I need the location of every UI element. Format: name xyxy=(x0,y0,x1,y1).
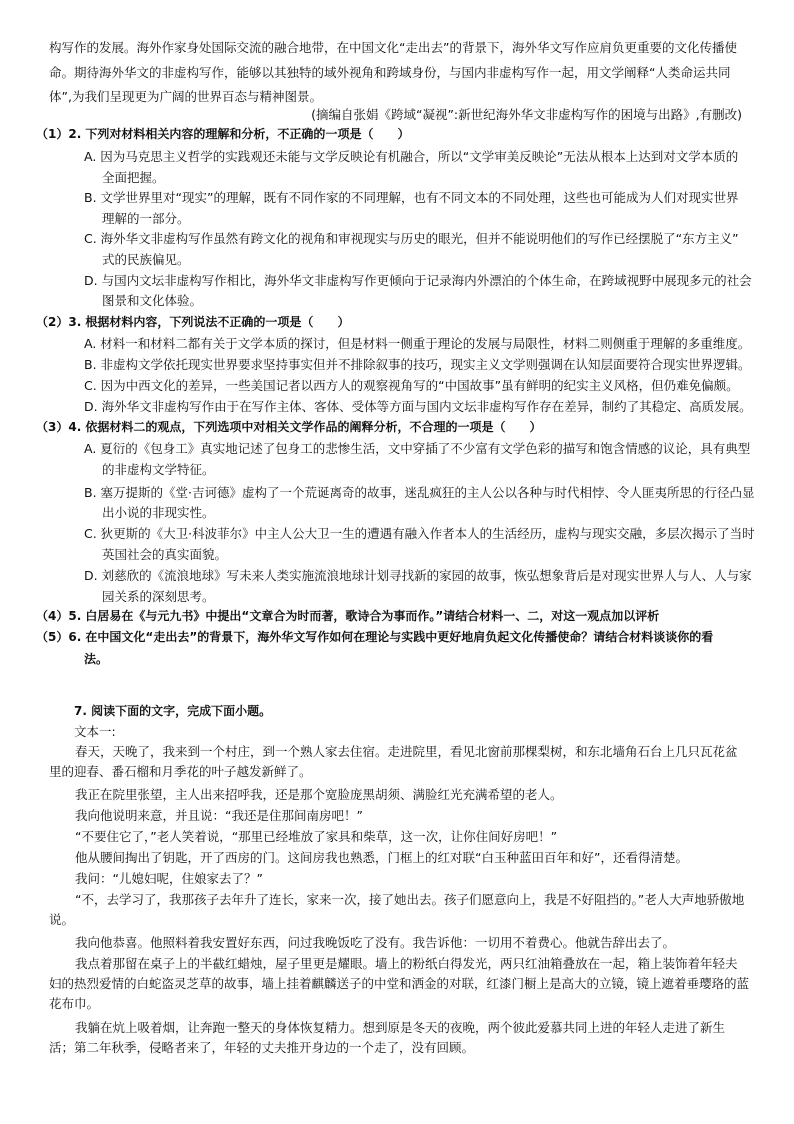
paragraph: 我正在院里张望，主人出来招呼我，还是那个宽脸庞黑胡须、满脸红光充满希望的老人。 xyxy=(75,787,563,802)
option-line: B. 文学世界里对“现实”的理解，既有不同作家的不同理解，也有不同文本的不同处理，这些也可能成为人们对现实世界 xyxy=(84,190,739,205)
option-line-cont: 英国社会的真实面貌。 xyxy=(102,547,228,562)
intro-line-2: 命。期待海外华文的非虚构写作，能够以其独特的域外视角和跨域身份，与国内非虚构写作一起，用文学阐释“人类命运共同 xyxy=(49,65,731,80)
option-line: B. 非虚构文学依托现实世界要求坚持事实但并不排除叙事的技巧，现实主义文学则强调在认知层面要符合现实世界逻辑。 xyxy=(84,357,751,372)
option-line: C. 海外华文非虚构写作虽然有跨文化的视角和审视现实与历史的眼光，但并不能说明他们的写作已经摆脱了“东方主义” xyxy=(84,231,739,246)
question-stem: （4）5. 白居易在《与元九书》中提出“文章合为时而著，歌诗合为事而作。”请结合材料一、二，对这一观点加以评析 xyxy=(36,609,660,623)
option-line-cont: 图景和文化体验。 xyxy=(102,293,203,308)
option-line: D. 与国内文坛非虚构写作相比，海外华文非虚构写作更倾向于记录海内外漂泊的个体生命，在跨域视野中展现多元的社会 xyxy=(84,273,752,288)
paragraph: 春天，天晚了，我来到一个村庄，到一个熟人家去住宿。走进院里，看见北窗前那棵梨树，和东北墙角石台上几只瓦花盆里的迎春、番石榴和月季花的叶子越发新鲜了。 xyxy=(49,744,738,779)
option-line: D. 刘慈欣的《流浪地球》写未来人类实施流浪地球计划寻找新的家园的故事，恢弘想象背后是对现实世界人与人、人与家 xyxy=(84,568,752,583)
paragraph: 我躺在炕上吸着烟，让奔跑一整天的身体恢复精力。想到原是冬天的夜晚，两个彼此爱慕共同上进的年轻人走进了新生活；第二年秋季，侵略者来了，年轻的丈夫推开身边的一个走了，没有回顾。 xyxy=(49,1020,726,1055)
source-note: (摘编自张娟《跨域“凝视”:新世纪海外华文非虚构写作的困境与出路》,有删改) xyxy=(311,107,742,122)
option-line: A. 材料一和材料二都有关于文学本质的探讨，但是材料一侧重于理论的发展与局限性，材料二则侧重于理解的多重维度。 xyxy=(84,336,751,351)
text-label: 文本一: xyxy=(74,724,116,739)
paragraph: 我向他说明来意，并且说：“我还是住那间南房吧！” xyxy=(75,808,363,823)
option-line: D. 海外华文非虚构写作由于在写作主体、客体、受体等方面与国内文坛非虚构写作存在差异，制约了其稳定、高质发展。 xyxy=(84,399,752,414)
intro-line-1: 构写作的发展。海外作家身处国际交流的融合地带，在中国文化“走出去”的背景下，海外华文写作应肩负更重要的文化传播使 xyxy=(49,40,737,55)
option-line: B. 塞万提斯的《堂·吉诃德》虚构了一个荒诞离奇的故事，迷乱疯狂的主人公以各种与时代相悖、令人匪夷所思的行径凸显 xyxy=(84,485,755,500)
option-line-cont: 全面把握。 xyxy=(102,170,165,185)
paragraph: “不，去学习了，我那孩子去年升了连长，家来一次，接了她出去。孩子们愿意向上，我是不好阻挡的。”老人大声地骄傲地说。 xyxy=(49,892,745,927)
question-stem-cont: 法。 xyxy=(84,652,109,666)
question-stem: （3）4. 依据材料二的观点，下列选项中对相关文学作品的阐释分析，不合理的一项是（ ） xyxy=(36,420,542,434)
q7-heading: 7. 阅读下面的文字，完成下面小题。 xyxy=(74,704,272,718)
option-line-cont: 理解的一部分。 xyxy=(102,211,190,226)
option-line: A. 夏衍的《包身工》真实地记述了包身工的悲惨生活，文中穿插了不少富有文学色彩的描写和饱含情感的议论，具有典型 xyxy=(84,441,751,456)
option-line: C. 狄更斯的《大卫·科波菲尔》中主人公大卫一生的遭遇有融入作者本人的生活经历，虚构与现实交融，多层次揭示了当时 xyxy=(84,526,755,541)
option-line-cont: 式的民族偏见。 xyxy=(102,252,190,267)
option-line-cont: 的非虚构文学特征。 xyxy=(102,462,215,477)
option-line-cont: 园关系的深刻思考。 xyxy=(102,589,215,604)
question-stem: （1）2. 下列对材料相关内容的理解和分析，不正确的一项是（ ） xyxy=(36,127,410,141)
option-line-cont: 出小说的非现实性。 xyxy=(102,505,215,520)
paragraph: “不要住它了，”老人笑着说，“那里已经堆放了家具和柴草，这一次，让你住间好房吧！” xyxy=(75,829,558,844)
paragraph: 他从腰间掏出了钥匙，开了西房的门。这间房我也熟悉，门框上的红对联“白玉种蓝田百年和好”，还看得清楚。 xyxy=(75,850,688,865)
paragraph: 我点着那留在桌子上的半截红蜡烛，屋子里更是耀眼。墙上的粉纸白得发光，两只红油箱叠放在一起，箱上装饰着年轻夫妇的热烈爱情的白蛇盗灵芝草的故事，墙上挂着麒麟送子的中堂和洒金的对联，红漆门橱上是高大的立镜，镜上遮着垂璎珞的蓝花布巾。 xyxy=(49,956,750,1011)
paragraph: 我问：“儿媳妇呢，住娘家去了？” xyxy=(75,871,263,886)
option-line: A. 因为马克思主义哲学的实践观还未能与文学反映论有机融合，所以“文学审美反映论”无法从根本上达到对文学本质的 xyxy=(84,149,739,164)
intro-line-3: 体”,为我们呈现更为广阔的世界百态与精神图景。 xyxy=(49,89,322,104)
paragraph: 我向他恭喜。他照料着我安置好东西，问过我晚饭吃了没有。我告诉他：一切用不着费心。他就告辞出去了。 xyxy=(75,935,676,950)
option-line: C. 因为中西文化的差异，一些美国记者以西方人的观察视角写的“中国故事”虽有鲜明的纪实主义风格，但仍难免偏颇。 xyxy=(84,378,739,393)
question-stem: （2）3. 根据材料内容，下列说法不正确的一项是（ ） xyxy=(36,315,350,329)
question-stem: （5）6. 在中国文化“走出去”的背景下，海外华文写作如何在理论与实践中更好地肩负起文化传播使命？请结合材料谈谈你的看 xyxy=(36,630,714,644)
